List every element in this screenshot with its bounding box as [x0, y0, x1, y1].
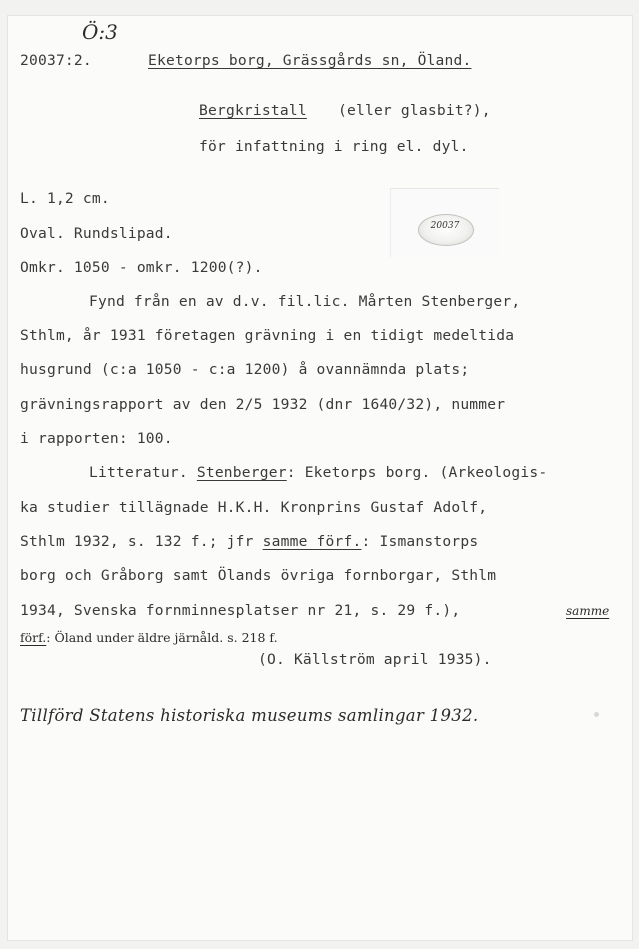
author: Stenberger: [196, 464, 287, 481]
literature-line-3: Sthlm 1932, s. 132 f.; jfr samme förf.: Ismanstorps: [20, 533, 479, 550]
literature-line-1: [89, 464, 547, 482]
same-author-ref: samme förf.: [262, 533, 362, 550]
photo-label: 20037: [430, 221, 460, 231]
catalog-number: 20037:2.: [20, 52, 92, 69]
object-name: Bergkristall: [199, 102, 307, 119]
handwritten-literature-line: förf.: Öland under äldre järnåld. s. 218 f.: [20, 630, 278, 645]
dating: Omkr. 1050 - omkr. 1200(?).: [20, 259, 263, 276]
shape: Oval. Rundslipad.: [20, 225, 173, 242]
literature-title: : Eketorps borg. (Arkeologis-: [286, 464, 548, 481]
handwritten-accession-note: Tillförd Statens historiska museums samlingar 1932.: [20, 706, 479, 725]
find-line-3: husgrund (c:a 1050 - c:a 1200) å ovannämnda plats;: [20, 361, 470, 378]
signature: (O. Källström april 1935).: [258, 651, 492, 668]
find-location: Eketorps borg, Grässgårds sn, Öland.: [148, 52, 472, 69]
handwritten-code: Ö:3: [82, 20, 118, 44]
find-line-4: grävningsrapport av den 2/5 1932 (dnr 1640/32), nummer: [20, 396, 506, 413]
length: L. 1,2 cm.: [20, 190, 110, 207]
find-line-1: Fynd från en av d.v. fil.lic. Mårten Stenberger,: [89, 293, 521, 310]
object-name-rest: (eller glasbit?),: [338, 102, 491, 119]
ink-spot: [594, 712, 599, 717]
literature-label: Litteratur.: [89, 464, 197, 481]
find-line-5: i rapporten: 100.: [20, 430, 173, 447]
literature-line-4: borg och Gråborg samt Ölands övriga fornborgar, Sthlm: [20, 567, 497, 584]
literature-line-2: ka studier tillägnade H.K.H. Kronprins Gustaf Adolf,: [20, 499, 488, 516]
literature-line-5: 1934, Svenska fornminnesplatser nr 21, s. 29 f.),: [20, 602, 461, 619]
object-purpose: för infattning i ring el. dyl.: [199, 138, 469, 155]
handwritten-same-author: samme: [566, 604, 610, 618]
find-line-2: Sthlm, år 1931 företagen grävning i en tidigt medeltida: [20, 327, 515, 344]
